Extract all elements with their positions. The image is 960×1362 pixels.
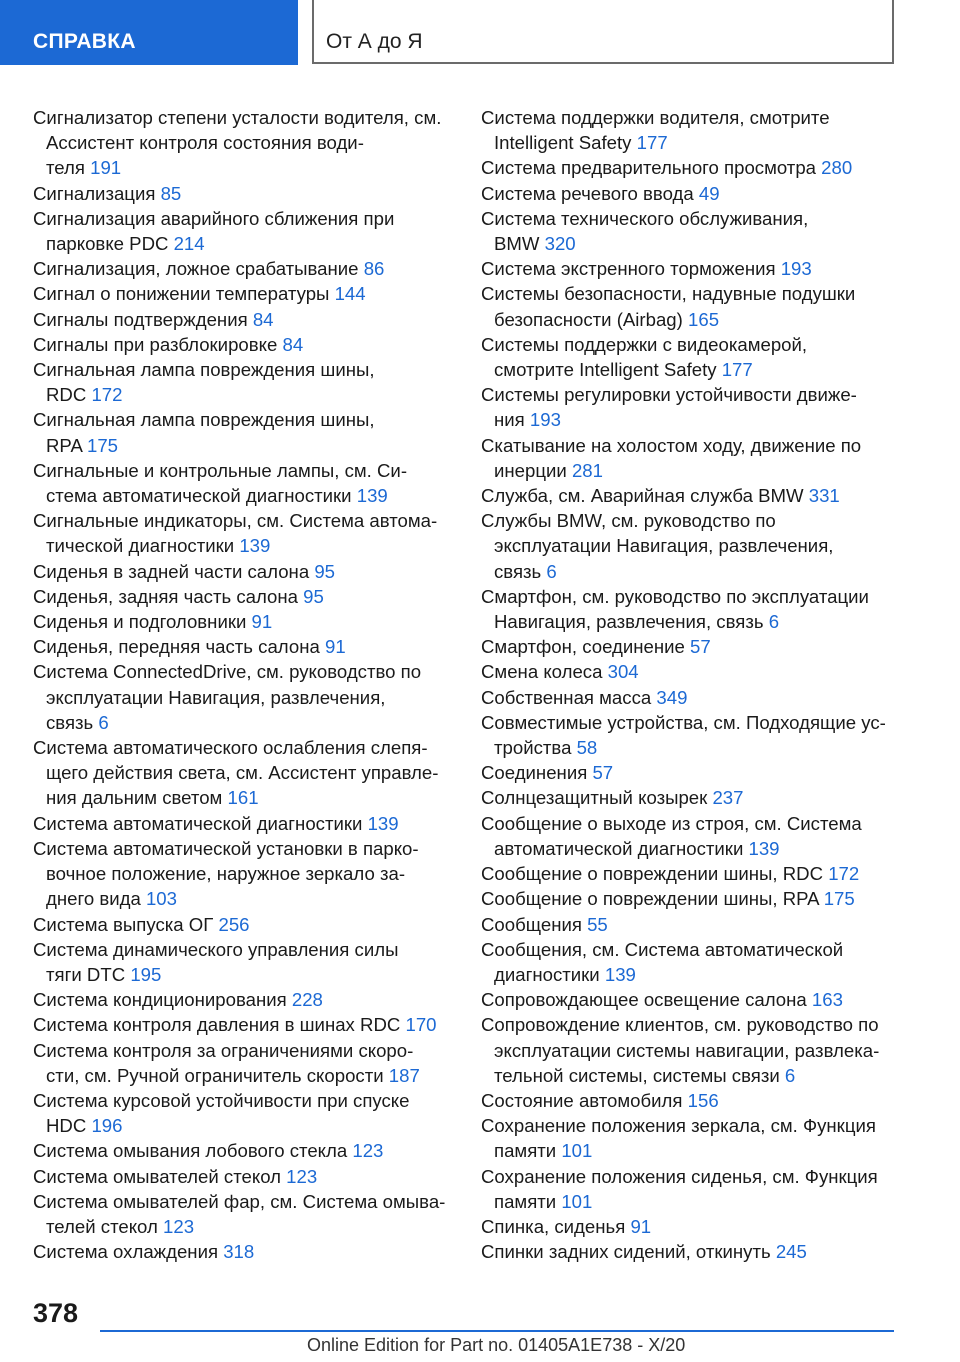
page-link[interactable]: 187 [388, 1064, 420, 1086]
index-entry [481, 181, 901, 206]
page-link[interactable]: 237 [712, 787, 744, 809]
index-entry [481, 886, 901, 911]
page-link[interactable]: 144 [334, 283, 366, 305]
index-column-right [481, 105, 901, 1264]
index-entry [33, 584, 453, 609]
page-link[interactable]: 139 [604, 963, 636, 985]
index-entry [481, 483, 901, 508]
entry-text: Система контроля за ограничениями скоро- сти, см. Ручной ограничитель скорости [33, 1039, 414, 1086]
footer-divider [100, 1330, 894, 1332]
page-link[interactable]: 175 [87, 434, 119, 456]
entry-text: Сиденья, передняя часть салона [33, 636, 320, 658]
index-entry [481, 155, 901, 180]
entry-text: Система омывателей фар, см. Система омыва- телей стекол [33, 1190, 446, 1237]
page-link[interactable]: 193 [529, 409, 561, 431]
entry-text: Системы безопасности, надувные подушки безопасности (Airbag) [481, 283, 856, 330]
page-link[interactable]: 95 [314, 560, 336, 582]
index-entry [33, 912, 453, 937]
page-link[interactable]: 280 [821, 157, 853, 179]
page-link[interactable]: 193 [780, 258, 812, 280]
page-link[interactable]: 139 [356, 485, 388, 507]
entry-text: Система кондиционирования [33, 989, 287, 1011]
index-entry [481, 1164, 901, 1214]
page-link[interactable]: 84 [282, 333, 304, 355]
entry-text: Сигнальные и контрольные лампы, см. Си- стема автоматической диагностики [33, 459, 408, 507]
index-entry [481, 206, 901, 256]
index-entry [481, 1088, 901, 1113]
entry-text: Система поддержки водителя, смотрите Intelligent Safety [481, 107, 830, 154]
index-entry [33, 836, 453, 912]
entry-text: Солнцезащитный козырек [481, 787, 708, 809]
entry-text: Система автоматической диагностики [33, 812, 363, 834]
chapter-header [312, 0, 894, 64]
index-entry [33, 458, 453, 508]
page-link[interactable]: 95 [303, 585, 324, 607]
entry-text: Сигнальная лампа повреждения шины, RDC [33, 359, 375, 406]
entry-text: Спинки задних сидений, откинуть [481, 1241, 771, 1263]
page-link[interactable]: 6 [784, 1064, 796, 1086]
index-entry [33, 307, 453, 332]
page-link[interactable]: 175 [823, 888, 855, 910]
entry-text: Система курсовой устойчивости при спуске HDC [33, 1089, 410, 1137]
index-entry [481, 281, 901, 331]
page-link[interactable]: 318 [223, 1241, 255, 1263]
page-link[interactable]: 49 [698, 182, 720, 204]
entry-text: Сохранение положения сиденья, см. Функция памяти [481, 1165, 878, 1212]
page-link[interactable]: 6 [546, 560, 557, 582]
index-entry [481, 382, 901, 432]
page-link[interactable]: 139 [367, 812, 399, 834]
page-link[interactable]: 161 [227, 787, 259, 809]
entry-text: Сопровождающее освещение салона [481, 989, 807, 1011]
entry-text: Сигналы при разблокировке [33, 333, 278, 355]
entry-text: Системы регулировки устойчивости движе- ния [481, 384, 857, 431]
page-link[interactable]: 165 [688, 308, 720, 330]
entry-text: Сообщения [481, 913, 582, 935]
entry-text: Система экстренного торможения [481, 258, 776, 280]
page-link[interactable]: 101 [561, 1140, 593, 1162]
index-entry [33, 1038, 453, 1088]
index-entry [33, 1239, 453, 1264]
index-entry [481, 710, 901, 760]
page-link[interactable]: 123 [352, 1140, 384, 1162]
page-link[interactable]: 139 [239, 535, 271, 557]
index-entry [33, 609, 453, 634]
entry-text: Система выпуска ОГ [33, 913, 214, 935]
page-link[interactable]: 304 [607, 661, 639, 683]
page-link[interactable]: 101 [561, 1190, 593, 1212]
page-link[interactable]: 331 [808, 485, 840, 507]
entry-text: Сигнализация [33, 182, 156, 204]
entry-text: Сиденья и подголовники [33, 611, 247, 633]
index-entry [481, 433, 901, 483]
page-link[interactable]: 163 [811, 989, 843, 1011]
index-entry [33, 281, 453, 306]
page-link[interactable]: 55 [587, 913, 608, 935]
index-entry [33, 181, 453, 206]
page-link[interactable]: 57 [690, 636, 711, 658]
page-link[interactable]: 256 [218, 913, 250, 935]
entry-text: Смартфон, см. руководство по эксплуатации Навигация, развлечения, связь [481, 585, 869, 633]
page-link[interactable]: 156 [687, 1089, 719, 1111]
index-entry [481, 105, 901, 155]
entry-text: Смартфон, соединение [481, 636, 685, 658]
page-link[interactable]: 177 [721, 359, 753, 381]
entry-text: Сиденья в задней части салона [33, 560, 310, 582]
index-entry [481, 256, 901, 281]
entry-text: Система речевого ввода [481, 182, 694, 204]
entry-text: Сообщение о повреждении шины, RPA [481, 888, 819, 910]
page-link[interactable]: 139 [748, 837, 780, 859]
index-entry [481, 659, 901, 684]
entry-text: Система предварительного просмотра [481, 157, 816, 179]
page-link[interactable]: 123 [163, 1215, 195, 1237]
index-entry [33, 1012, 453, 1037]
page-link[interactable]: 281 [571, 459, 603, 481]
index-entry [33, 1138, 453, 1163]
chapter-title: От А до Я [326, 30, 423, 53]
index-entry [33, 1164, 453, 1189]
index-entry [481, 987, 901, 1012]
entry-text: Соединения [481, 762, 588, 784]
page-link[interactable]: 245 [775, 1241, 807, 1263]
page-link[interactable]: 57 [592, 762, 614, 784]
index-column-left [33, 105, 453, 1264]
index-entry [33, 508, 453, 558]
index-entry [33, 357, 453, 407]
entry-text: Сиденья, задняя часть салона [33, 585, 298, 607]
page-link[interactable]: 103 [145, 888, 177, 910]
page-link[interactable]: 86 [363, 258, 385, 280]
page-link[interactable]: 58 [576, 737, 598, 759]
index-entry [33, 1088, 453, 1138]
index-entry [33, 407, 453, 457]
page-link[interactable]: 170 [405, 1014, 437, 1036]
entry-text: Система автоматической установки в парко- вочное положение, наружное зеркало за- днего вида [33, 837, 419, 910]
page-link[interactable]: 6 [98, 711, 109, 733]
page-link[interactable]: 172 [91, 384, 123, 406]
page-link[interactable]: 228 [291, 989, 323, 1011]
entry-text: Система охлаждения [33, 1241, 219, 1263]
entry-text: Служба, см. Аварийная служба BMW [481, 485, 804, 507]
index-entry [33, 1189, 453, 1239]
entry-text: Сообщения, см. Система автоматической диагностики [481, 938, 844, 985]
entry-text: Система контроля давления в шинах RDC [33, 1014, 401, 1036]
entry-text: Система омывания лобового стекла [33, 1140, 348, 1162]
page-link[interactable]: 91 [630, 1215, 652, 1237]
index-entry [33, 105, 453, 181]
index-entry [481, 785, 901, 810]
page-link[interactable]: 195 [130, 963, 162, 985]
index-entry [481, 634, 901, 659]
entry-text: Спинка, сиденья [481, 1215, 626, 1237]
entry-text: Система автоматического ослабления слепя- щего действия света, см. Ассистент управле- ния дальним светом [33, 737, 439, 809]
index-entry [481, 937, 901, 987]
entry-text: Система омывателей стекол [33, 1165, 281, 1187]
index-entry [481, 861, 901, 886]
entry-text: Службы BMW, см. руководство по эксплуатации Навигация, развлечения, связь [481, 510, 834, 582]
index-entry [33, 659, 453, 735]
entry-text: Сигнальная лампа повреждения шины, RPA [33, 409, 375, 456]
page-link[interactable]: 177 [636, 132, 668, 154]
page-link[interactable]: 123 [286, 1165, 318, 1187]
index-entry [481, 508, 901, 584]
index-entry [481, 1214, 901, 1239]
index-entry [481, 1012, 901, 1088]
index-entry [481, 584, 901, 634]
index-entry [481, 332, 901, 382]
index-entry [481, 685, 901, 710]
entry-text: Сигнальные индикаторы, см. Система автома- тической диагностики [33, 510, 438, 557]
entry-text: Сигнализатор степени усталости водителя, см. Ассистент контроля состояния води- теля [33, 107, 442, 179]
index-entry [33, 735, 453, 811]
entry-text: Сигнал о понижении температуры [33, 283, 330, 305]
index-entry [33, 937, 453, 987]
footer-edition: Online Edition for Part no. 01405A1E738 - X/20 [307, 1335, 686, 1355]
entry-text: Собственная масса [481, 686, 652, 708]
page-link[interactable]: 191 [90, 157, 122, 179]
index-entry [481, 912, 901, 937]
page-link[interactable]: 196 [91, 1115, 123, 1137]
entry-text: Смена колеса [481, 661, 603, 683]
entry-text: Состояние автомобиля [481, 1089, 683, 1111]
index-entry [481, 1113, 901, 1163]
section-title: СПРАВКА [33, 30, 136, 53]
index-entry [481, 760, 901, 785]
index-entry [33, 987, 453, 1012]
section-tab [0, 0, 298, 65]
entry-text: Скатывание на холостом ходу, движение по инерции [481, 434, 862, 481]
entry-text: Система ConnectedDrive, см. руководство по эксплуатации Навигация, развлечения, связь [33, 661, 422, 733]
entry-text: Совместимые устройства, см. Подходящие ус- тройства [481, 711, 886, 759]
entry-text: Система технического обслуживания, BMW [481, 207, 809, 255]
index-entry [33, 634, 453, 659]
entry-text: Сохранение положения зеркала, см. Функция памяти [481, 1115, 876, 1162]
index-entry [33, 811, 453, 836]
entry-text: Сопровождение клиентов, см. руководство по эксплуатации системы навигации, развлека- тельной системы, системы связи [481, 1014, 880, 1086]
index-entry [33, 256, 453, 281]
page-number: 378 [33, 1298, 79, 1328]
page-link[interactable]: 320 [544, 233, 576, 255]
entry-text: Сигнализация, ложное срабатывание [33, 258, 359, 280]
page-link[interactable]: 91 [324, 636, 346, 658]
page-link[interactable]: 172 [828, 863, 860, 885]
index-entry [481, 1239, 901, 1264]
entry-text: Сигналы подтверждения [33, 308, 248, 330]
index-entry [33, 206, 453, 256]
page-link[interactable]: 349 [656, 686, 688, 708]
index-entry [481, 811, 901, 861]
page-link[interactable]: 85 [160, 182, 182, 204]
page-link[interactable]: 91 [251, 611, 273, 633]
entry-text: Системы поддержки с видеокамерой, смотрите Intelligent Safety [481, 333, 808, 381]
index-entry [33, 332, 453, 357]
page-link[interactable]: 214 [173, 233, 205, 255]
index-entry [33, 559, 453, 584]
entry-text: Сообщение о выходе из строя, см. Система автоматической диагностики [481, 812, 862, 859]
entry-text: Сигнализация аварийного сближения при парковке PDC [33, 207, 395, 255]
entry-text: Сообщение о повреждении шины, RDC [481, 863, 824, 885]
entry-text: Система динамического управления силы тяги DTC [33, 938, 399, 985]
page-link[interactable]: 84 [252, 308, 274, 330]
page-link[interactable]: 6 [768, 611, 780, 633]
